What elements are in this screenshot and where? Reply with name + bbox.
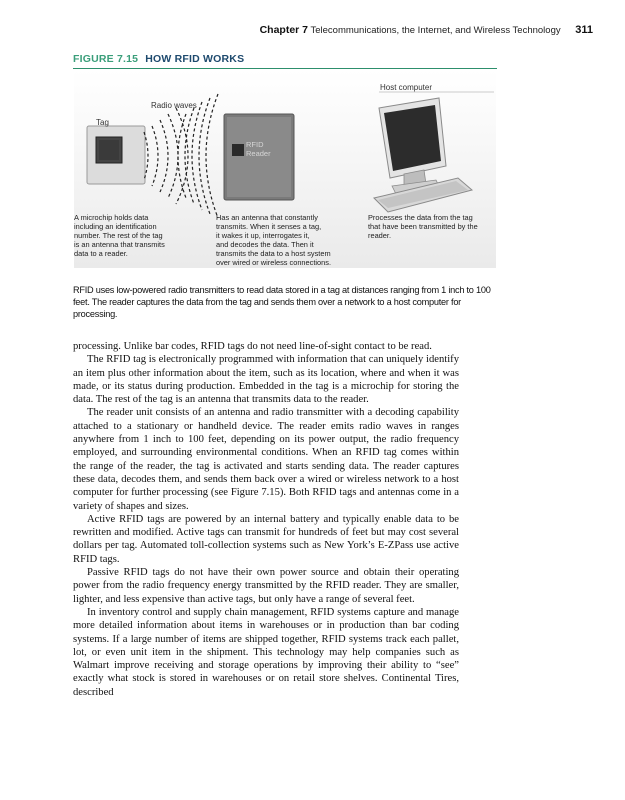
chapter-title: Telecommunications, the Internet, and Wireless Technology [310,25,561,36]
tag-description: A microchip holds data including an identification number. The rest of the tag is an antenna that transmits data to a reader. [74,213,165,258]
figure-rule [73,68,497,69]
page-number: 311 [575,24,593,36]
reader-label [246,140,271,158]
tag-label: Tag [96,118,109,127]
host-computer-label: Host computer [380,83,433,92]
figure-heading: HOW RFID WORKS [145,53,245,65]
running-header [260,24,593,36]
reader-description: Has an antenna that constantly transmits. When it senses a tag, it wakes it up, interrogates it, and decodes the data. Then it transmits the data to a host system over wired or wireless connections. [216,213,332,267]
paragraph: Passive RFID tags do not have their own power source and obtain their operating power from the radio frequency energy transmitted by the RFID reader. They are smaller, lighter, and less expensive than active tags, but only have a range of several feet. [73,567,459,605]
radio-waves-label: Radio waves [151,101,197,110]
paragraph: The reader unit consists of an antenna and radio transmitter with a decoding capability attached to a stationary or handheld device. The reader emits radio waves in ranges anywhere from 1 inch to 100 feet, depending on its power output, the radio frequency employed, and surrounding environmental conditions. When an RFID tag comes within the range of the reader, the tag is activated and starts sending data. The reader captures these data, decodes them, and sends them back over a wired or wireless network to a host computer for further processing (see Figure 7.15). Both RFID tags and antennas come in a variety of shapes and sizes. [73,407,459,512]
paragraph: The RFID tag is electronically programmed with information that can uniquely identify an item plus other information about the item, such as its location, where and when it was made, or its status during production. Embedded in the tag is a microchip for storing the data. The rest of the tag is an antenna that transmits data to the reader. [73,354,459,406]
body-text [73,340,459,699]
rfid-diagram [74,70,496,268]
reader-label-line2: Reader [246,149,271,158]
chapter-number: Chapter 7 [259,24,309,36]
figure-number: FIGURE 7.15 [73,53,139,65]
paragraph: In inventory control and supply chain management, RFID systems capture and manage more detailed information about items in warehouses or in production than bar coding systems. If a large number of items are shipped together, RFID systems track each pallet, lot, or even unit item in the shipment. This technology may help companies such as Walmart improve receiving and storage operations by improving their ability to “see” exactly what stock is stored in warehouses or on retail store shelves. Continental Tires, described [73,606,459,698]
host-description: Processes the data from the tag that have been transmitted by the reader. [368,213,478,240]
reader-label-line1: RFID [246,140,264,149]
radio-waves-icon [144,94,218,218]
host-computer-icon [374,98,472,212]
figure-title [73,53,244,65]
rfid-tag-icon [87,126,145,184]
figure-caption: RFID uses low-powered radio transmitters to read data stored in a tag at distances ranging from 1 inch to 100 feet. The reader captures the data from the tag and sends them over a network to a host computer for processing. [73,285,491,319]
paragraph: processing. Unlike bar codes, RFID tags do not need line-of-sight contact to be read. [73,341,432,352]
paragraph: Active RFID tags are powered by an internal battery and typically enable data to be rewritten and modified. Active tags can transmit for hundreds of feet but may cost several dollars per tag. Automated toll-collection systems such as New York’s E-ZPass use active RFID tags. [73,513,459,565]
